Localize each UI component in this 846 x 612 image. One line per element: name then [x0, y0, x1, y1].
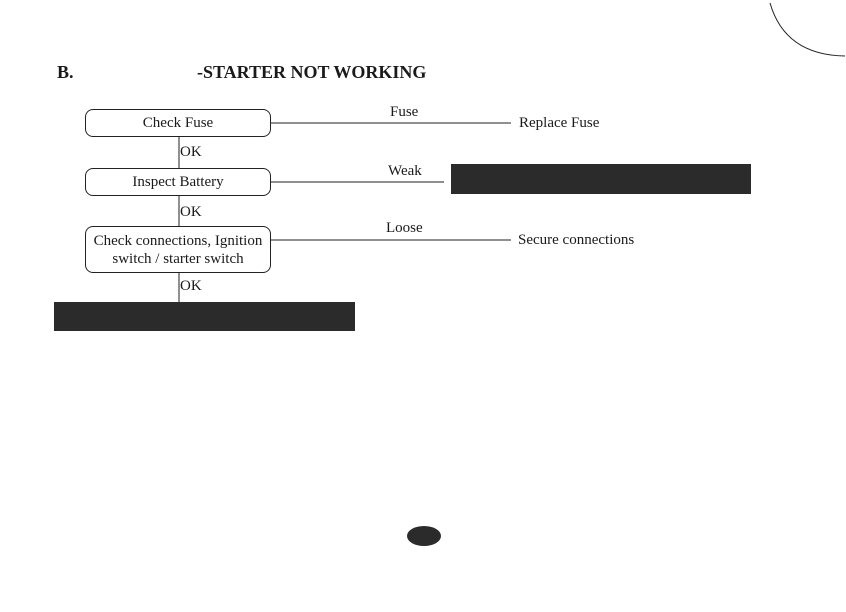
branch-condition-fuse: Fuse: [390, 104, 419, 120]
step-check-fuse: [85, 109, 271, 137]
branch-condition-weak: Weak: [388, 163, 422, 179]
branch-condition-loose: Loose: [386, 220, 423, 236]
ok-label: OK: [180, 204, 202, 220]
section-letter: B.: [57, 62, 74, 82]
ok-label: OK: [180, 278, 202, 294]
step-label-line1: Check connections, Ignition: [93, 232, 263, 249]
step-label-line2: switch / starter switch: [112, 250, 244, 267]
section-title: -STARTER NOT WORKING: [197, 62, 427, 82]
step-check-connections: [85, 226, 271, 273]
step-inspect-battery: [85, 168, 271, 196]
page-number-badge: [407, 526, 441, 546]
step-label: Check Fuse: [142, 115, 214, 131]
action-secure-connections: Secure connections: [518, 232, 635, 248]
ok-label: OK: [180, 144, 202, 160]
redacted-battery-action: [451, 164, 751, 194]
action-replace-fuse: Replace Fuse: [519, 115, 600, 131]
step-label: Inspect Battery: [132, 174, 224, 190]
redacted-next-step: [54, 302, 355, 331]
